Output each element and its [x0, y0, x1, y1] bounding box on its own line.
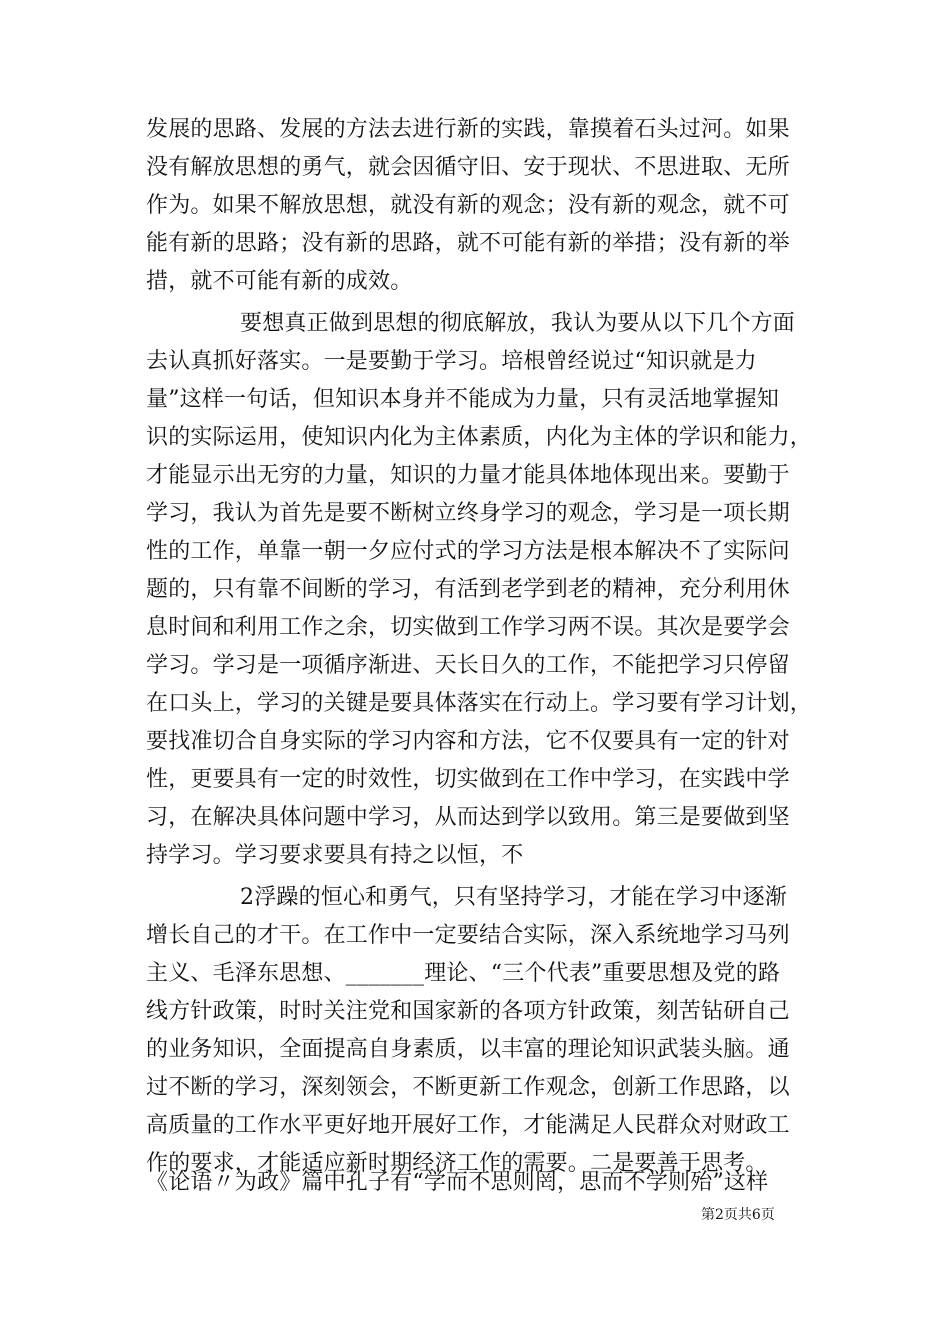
text-line: 高质量的工作水平更好地开展好工作，才能满足人民群众对财政工 [146, 1113, 790, 1138]
text-line: 能有新的思路；没有新的思路，就不可能有新的举措；没有新的举 [146, 231, 790, 256]
text-line: 性，更要具有一定的时效性，切实做到在工作中学习，在实践中学 [146, 767, 790, 792]
text-line: 量”这样一句话，但知识本身并不能成为力量，只有灵活地掌握知 [146, 387, 780, 412]
text-line: 识的实际运用，使知识内化为主体素质，内化为主体的学识和能力， [146, 425, 813, 450]
text-line: 学习，我认为首先是要不断树立终身学习的观念，学习是一项长期 [146, 501, 790, 526]
text-line: 去认真抓好落实。一是要勤于学习。培根曾经说过“知识就是力 [146, 349, 757, 374]
text-line: 没有解放思想的勇气，就会因循守旧、安于现状、不思进取、无所 [146, 155, 790, 180]
text-line: 要找准切合自身实际的学习内容和方法，它不仅要具有一定的针对 [146, 729, 790, 754]
text-line: 过不断的学习，深刻领会，不断更新工作观念，创新工作思路，以 [146, 1075, 790, 1100]
text-line: 措，就不可能有新的成效。 [146, 269, 413, 294]
text-line: 发展的思路、发展的方法去进行新的实践，靠摸着石头过河。如果 [146, 117, 790, 142]
text-line: 息时间和利用工作之余，切实做到工作学习两不误。其次是要学会 [146, 615, 790, 640]
text-line: 习，在解决具体问题中学习，从而达到学以致用。第三是要做到坚 [146, 805, 790, 830]
text-line: 题的，只有靠不间断的学习，有活到老学到老的精神，充分利用休 [146, 577, 790, 602]
text-line: 线方针政策，时时关注党和国家新的各项方针政策，刻苦钻研自己 [146, 999, 790, 1024]
text-line: 性的工作，单靠一朝一夕应付式的学习方法是根本解决不了实际问 [146, 539, 790, 564]
text-line: 才能显示出无穷的力量，知识的力量才能具体地体现出来。要勤于 [146, 463, 790, 488]
text-line: 的业务知识，全面提高自身素质，以丰富的理论知识武装头脑。通 [146, 1037, 790, 1062]
text-line: 作的要求，才能适应新时期经济工作的需要。二是要善于思考。 [146, 1151, 768, 1176]
text-line: 学习。学习是一项循序渐进、天长日久的工作，不能把学习只停留 [146, 653, 790, 678]
text-line: 在口头上，学习的关键是要具体落实在行动上。学习要有学习计划， [146, 691, 813, 716]
paragraph-first-line: 要想真正做到思想的彻底解放，我认为要从以下几个方面 [240, 311, 796, 336]
text-line: 增长自己的才干。在工作中一定要结合实际，深入系统地学习马列 [146, 923, 790, 948]
text-line: 《论语〃为政》篇中孔子有“学而不思则罔，思而不学则殆”这样 [146, 1170, 769, 1195]
text-line: 作为。如果不解放思想，就没有新的观念；没有新的观念，就不可 [146, 193, 790, 218]
text-line: 持学习。学习要求要具有持之以恒，不 [146, 843, 524, 868]
text-line: 主义、毛泽东思想、_______理论、“三个代表”重要思想及党的路 [146, 961, 781, 986]
paragraph-first-line: 2浮躁的恒心和勇气，只有坚持学习，才能在学习中逐渐 [240, 885, 787, 910]
page-number: 第2页共6页 [701, 1207, 775, 1223]
